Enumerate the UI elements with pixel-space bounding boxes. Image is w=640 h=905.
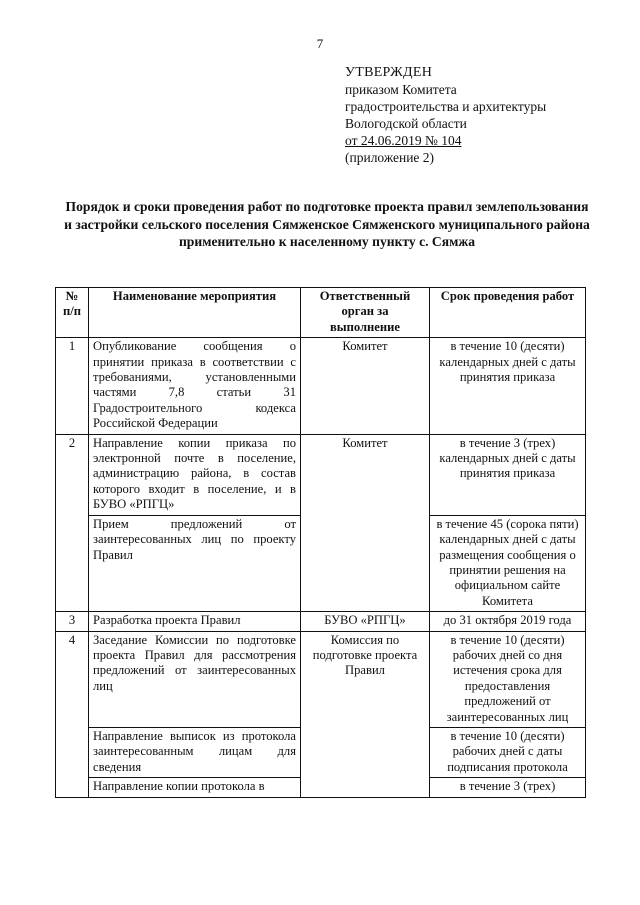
approval-line-committee: градостроительства и архитектуры [345, 99, 547, 114]
table-row [56, 612, 586, 631]
approval-line-appendix: (приложение 2) [345, 150, 435, 165]
approval-block [345, 64, 546, 166]
page-number: 7 [316, 36, 324, 51]
approval-line-date-number: от 24.06.2019 № 104 [345, 133, 462, 148]
row-num: 2 [56, 434, 89, 611]
row-term: в течение 10 (десяти) календарных дней с даты принятия приказа [430, 338, 586, 434]
table-row [56, 338, 586, 434]
approval-line-order: приказом Комитета [345, 82, 457, 97]
table-row [56, 631, 586, 727]
row-num: 3 [56, 612, 89, 631]
row-num: 1 [56, 338, 89, 434]
row-org: Комиссия по подготовке проекта Правил [301, 631, 430, 797]
row-org: Комитет [301, 338, 430, 434]
approval-heading: УТВЕРЖДЕН [345, 65, 433, 80]
row-term: в течение 10 (десяти) рабочих дней с даты подписания протокола [430, 727, 586, 777]
header-num: № п/п [56, 288, 89, 338]
document-title: Порядок и сроки проведения работ по подготовке проекта правил землепользования и застройки сельского поселения Сямженское Сямженского муниципального района применительно к населенному пункту с. Сямжа [64, 199, 590, 249]
row-term: в течение 3 (трех) календарных дней с даты принятия приказа [430, 434, 586, 515]
header-org: Ответственный орган за выполнение [301, 288, 430, 338]
row-term: в течение 3 (трех) [430, 778, 586, 797]
row-name: Заседание Комиссии по подготовке проекта Правил для рассмотрения предложений от заинтересованных лиц [89, 631, 301, 727]
header-term: Срок проведения работ [430, 288, 586, 338]
row-name: Опубликование сообщения о принятии приказа в соответствии с требованиями, установленными частями 7,8 статьи 31 Градостроительного кодекса Российской Федерации [89, 338, 301, 434]
row-term: до 31 октября 2019 года [430, 612, 586, 631]
row-name: Направление копии протокола в [89, 778, 301, 797]
row-name: Направление копии приказа по электронной почте в поселение, администрацию района, в состав которого входит в поселение, и в БУВО «РПГЦ» [89, 434, 301, 515]
row-org: БУВО «РПГЦ» [301, 612, 430, 631]
table-header-row [56, 288, 586, 338]
header-name: Наименование мероприятия [89, 288, 301, 338]
approval-line-region: Вологодской области [345, 116, 467, 131]
row-term: в течение 10 (десяти) рабочих дней со дня истечения срока для предоставления предложений от заинтересованных лиц [430, 631, 586, 727]
table-row [56, 434, 586, 515]
row-name: Направление выписок из протокола заинтересованным лицам для сведения [89, 727, 301, 777]
row-name: Прием предложений от заинтересованных лиц по проекту Правил [89, 515, 301, 611]
schedule-table [55, 287, 586, 798]
row-org: Комитет [301, 434, 430, 611]
row-num: 4 [56, 631, 89, 797]
row-term: в течение 45 (сорока пяти) календарных дней с даты размещения сообщения о принятии решения на официальном сайте Комитета [430, 515, 586, 611]
row-name: Разработка проекта Правил [89, 612, 301, 631]
